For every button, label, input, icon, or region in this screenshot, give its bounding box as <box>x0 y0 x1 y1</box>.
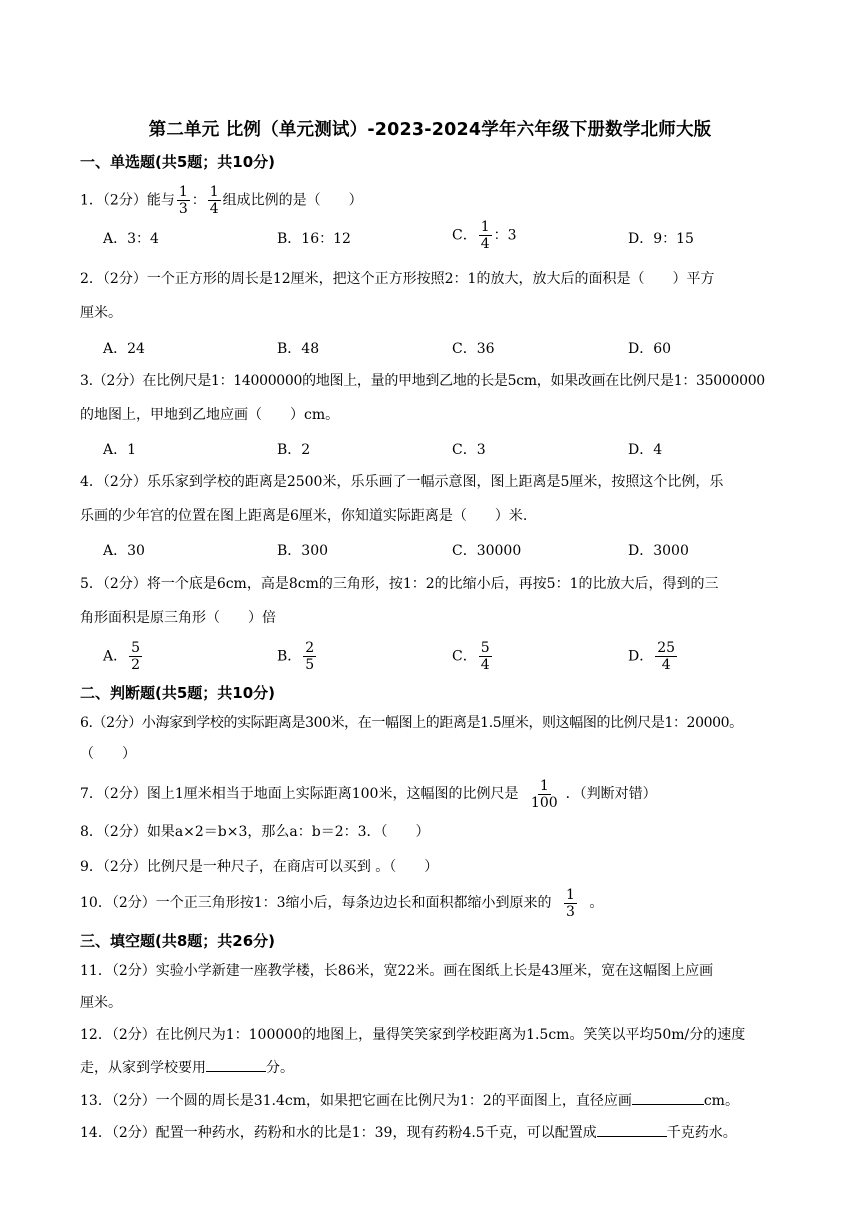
fraction-numerator: 1 <box>209 184 219 200</box>
fraction-numerator: 2 <box>305 640 315 656</box>
question-1-fraction-a <box>177 184 190 217</box>
question-5-line-1: 5．（2分）将一个底是6cm，高是8cm的三角形，按1：2的比缩小后，再按5：1的比放大后，得到的三 <box>80 576 719 592</box>
fraction-numerator: 1 <box>480 219 490 235</box>
question-4-line-1: 4．（2分）乐乐家到学校的距离是2500米，乐乐画了一幅示意图，图上距离是5厘米，按照这个比例，乐 <box>80 474 724 490</box>
question-14-suffix: 千克药水。 <box>666 1125 737 1141</box>
question-3-options <box>103 439 803 463</box>
option-b[interactable] <box>277 640 318 673</box>
option-c[interactable]: C．36 <box>452 341 495 357</box>
option-label: B． <box>277 648 302 665</box>
fraction-denominator: 3 <box>566 903 575 920</box>
question-13-prefix: 13．（2分）一个圆的周长是31.4cm，如果把它画在比例尺为1：2的平面图上，直径应画 <box>80 1093 632 1109</box>
question-2-line-1: 2．（2分）一个正方形的周长是12厘米，把这个正方形按照2：1的放大，放大后的面积是（ ）平方 <box>80 271 715 287</box>
fraction-denominator: 5 <box>305 657 315 673</box>
option-b[interactable]: B．48 <box>277 341 320 357</box>
answer-blank[interactable] <box>597 1122 667 1137</box>
answer-blank[interactable] <box>206 1057 266 1072</box>
question-12-prefix: 走，从家到学校要用 <box>80 1060 206 1076</box>
question-9: 9．（2分）比例尺是一种尺子，在商店可以买到 。（ ） <box>80 859 439 875</box>
question-1 <box>80 184 810 217</box>
fraction-numerator: 1 <box>566 886 575 903</box>
option-d-fraction <box>655 640 677 673</box>
ratio-separator: ： <box>191 192 206 209</box>
question-2-options <box>103 338 803 362</box>
option-c[interactable]: C．3 <box>452 442 486 458</box>
question-6-line-1: 6.（2分）小海家到学校的实际距离是300米，在一幅图上的距离是1.5厘米，则这幅图的比例尺是1：20000。 <box>80 715 743 731</box>
question-10-suffix: 。 <box>589 895 604 911</box>
option-c-fraction <box>479 640 492 673</box>
section-heading-true-false: 二、判断题(共5题；共10分) <box>80 684 276 702</box>
question-7-fraction <box>529 778 560 811</box>
fraction-denominator: 2 <box>131 657 141 673</box>
fraction-denominator: 100 <box>530 794 558 811</box>
question-3-line-1: 3.（2分）在比例尺是1：14000000的地图上，量的甲地到乙地的长是5cm，如果改画在比例尺是1：35000000 <box>80 373 765 389</box>
question-11-line-2: 厘米。 <box>80 995 122 1011</box>
option-label: D． <box>628 648 654 665</box>
option-d[interactable]: D．9：15 <box>628 231 694 247</box>
option-a-fraction <box>129 640 142 673</box>
fraction-numerator: 1 <box>178 184 188 200</box>
option-d[interactable]: D．4 <box>628 442 663 458</box>
question-4-line-2: 乐画的少年宫的位置在图上距离是6厘米，你知道实际距离是（ ）米. <box>80 508 528 524</box>
question-2-line-2: 厘米。 <box>80 305 122 321</box>
option-c-fraction <box>479 219 492 252</box>
question-10-fraction <box>564 887 577 920</box>
option-a[interactable]: A．1 <box>103 442 137 458</box>
question-14 <box>80 1122 810 1143</box>
answer-blank[interactable] <box>632 1090 704 1105</box>
question-1-options <box>103 219 803 252</box>
fraction-numerator: 1 <box>539 777 549 794</box>
question-7-prefix: 7．（2分）图上1厘米相当于地面上实际距离100米，这幅图的比例尺是 <box>80 786 519 802</box>
option-b[interactable]: B．2 <box>277 442 311 458</box>
section-heading-single-choice: 一、单选题(共5题；共10分) <box>80 153 276 171</box>
fraction-numerator: 5 <box>131 640 141 656</box>
fraction-numerator: 25 <box>657 640 676 656</box>
fraction-denominator: 4 <box>480 236 490 252</box>
option-b[interactable]: B．300 <box>277 543 329 559</box>
question-12-suffix: 分。 <box>266 1060 294 1076</box>
option-label: C． <box>452 648 477 665</box>
option-d[interactable]: D．3000 <box>628 543 689 559</box>
question-4-options <box>103 540 803 564</box>
option-c[interactable] <box>452 640 494 673</box>
question-6-line-2: （ ） <box>80 746 136 762</box>
question-13-suffix: cm。 <box>703 1093 739 1109</box>
question-5-options <box>103 640 803 673</box>
question-8: 8．（2分）如果a×2＝b×3，那么a：b＝2：3．（ ） <box>80 824 430 840</box>
question-1-fraction-b <box>208 184 221 217</box>
option-c[interactable]: C．30000 <box>452 543 522 559</box>
question-7-suffix: ．（判断对错） <box>565 786 657 802</box>
question-10 <box>80 885 810 921</box>
fraction-denominator: 4 <box>209 201 219 217</box>
option-a[interactable]: A．30 <box>103 543 145 559</box>
fraction-denominator: 3 <box>178 201 188 217</box>
section-heading-fill-in: 三、填空题(共8题；共26分) <box>80 932 276 950</box>
question-14-prefix: 14．（2分）配置一种药水，药粉和水的比是1：39，现有药粉4.5千克，可以配置成 <box>80 1125 597 1141</box>
option-d[interactable] <box>628 640 679 673</box>
option-d[interactable]: D．60 <box>628 341 672 357</box>
option-a[interactable]: A．24 <box>103 341 145 357</box>
question-12-line-1: 12．（2分）在比例尺为1：100000的地图上，量得笑笑家到学校距离为1.5cm。笑笑以平均50m/分的速度 <box>80 1027 746 1043</box>
question-7 <box>80 776 810 812</box>
option-b[interactable]: B．16：12 <box>277 231 351 247</box>
question-13 <box>80 1090 810 1111</box>
option-a[interactable]: A．3：4 <box>103 231 159 247</box>
fraction-denominator: 4 <box>661 657 671 673</box>
question-1-suffix: 组成比例的是（ ） <box>222 192 363 209</box>
fraction-denominator: 4 <box>480 657 490 673</box>
fraction-numerator: 5 <box>480 640 490 656</box>
question-10-prefix: 10．（2分）一个正三角形按1：3缩小后，每条边边长和面积都缩小到原来的 <box>80 895 552 911</box>
question-1-prefix: 1．（2分）能与 <box>80 192 175 209</box>
option-label: A． <box>103 648 128 665</box>
option-b-fraction <box>303 640 316 673</box>
option-c[interactable] <box>452 219 517 252</box>
question-12-line-2 <box>80 1057 810 1078</box>
option-suffix: ：3 <box>493 227 517 244</box>
question-5-line-2: 角形面积是原三角形（ ）倍 <box>80 610 276 626</box>
option-a[interactable] <box>103 640 144 673</box>
question-3-line-2: 的地图上，甲地到乙地应画（ ）cm。 <box>80 407 340 423</box>
question-11-line-1: 11．（2分）实验小学新建一座教学楼，长86米，宽22米。画在图纸上长是43厘米，宽在这幅图上应画 <box>80 963 714 979</box>
option-label: C． <box>452 227 477 244</box>
page-title: 第二单元 比例（单元测试）-2023-2024学年六年级下册数学北师大版 <box>148 120 712 140</box>
